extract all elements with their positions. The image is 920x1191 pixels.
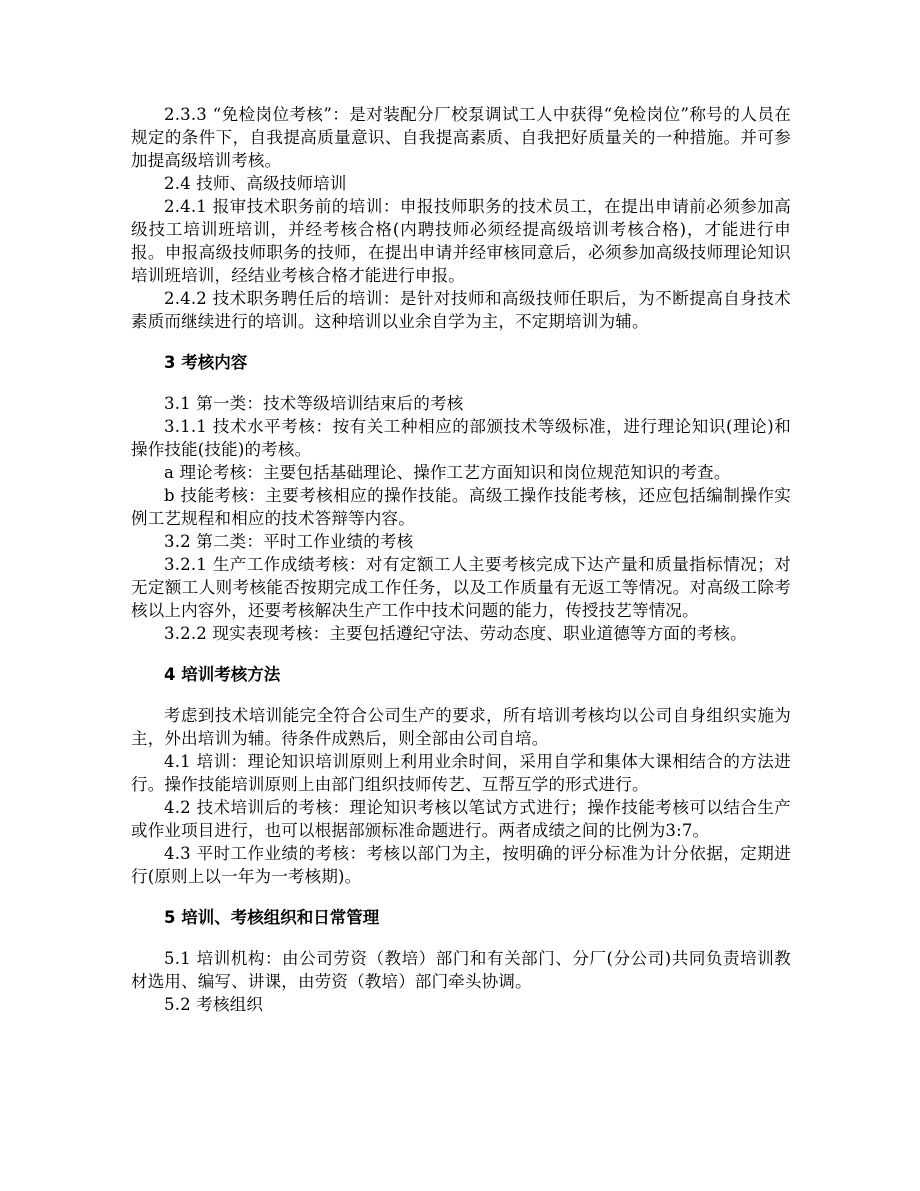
heading-section-3: 3 考核内容 xyxy=(164,353,248,372)
paragraph-3-1-1: 3.1.1 技术水平考核：按有关工种相应的部颁技术等级标准，进行理论知识(理论)和操作技能(技能)的考核。 xyxy=(131,417,791,459)
section-gap xyxy=(131,686,791,704)
paragraph-3-2-2: 3.2.2 现实表现考核：主要包括遵纪守法、劳动态度、职业道德等方面的考核。 xyxy=(164,624,747,643)
paragraph-4-3: 4.3 平时工作业绩的考核：考核以部门为主，按明确的评分标准为计分依据，定期进行(原则上以一年为一考核期)。 xyxy=(131,844,791,886)
paragraph-5-2: 5.2 考核组织 xyxy=(164,995,264,1014)
paragraph-2-4: 2.4 技师、高级技师培训 xyxy=(164,174,347,193)
section-gap xyxy=(131,645,791,663)
document-page xyxy=(131,103,791,1016)
paragraph-2-4-2: 2.4.2 技术职务聘任后的培训：是针对技师和高级技师任职后，为不断提高自身技术素质而继续进行的培训。这种培训以业余自学为主，不定期培训为辅。 xyxy=(131,289,791,331)
paragraph-3-2: 3.2 第二类：平时工作业绩的考核 xyxy=(164,532,414,551)
section-gap xyxy=(131,929,791,947)
paragraph-3-1: 3.1 第一类：技术等级培训结束后的考核 xyxy=(164,394,464,413)
paragraph-3-2-1: 3.2.1 生产工作成绩考核：对有定额工人主要考核完成下达产量和质量指标情况；对无定额工人则考核能否按期完成工作任务，以及工作质量有无返工等情况。对高级工除考核以上内容外，还要考核解决生产工作中技术问题的能力，传授技艺等情况。 xyxy=(131,555,791,620)
paragraph-b: b 技能考核：主要考核相应的操作技能。高级工操作技能考核，还应包括编制操作实例工艺规程和相应的技术答辩等内容。 xyxy=(131,486,791,528)
section-gap xyxy=(131,888,791,906)
paragraph-2-3-3: 2.3.3 “免检岗位考核”：是对装配分厂校泵调试工人中获得“免检岗位”称号的人员在规定的条件下，自我提高质量意识、自我提高素质、自我把好质量关的一种措施。并可参加提高级培训考核。 xyxy=(131,105,791,170)
paragraph-5-1: 5.1 培训机构：由公司劳资（教培）部门和有关部门、分厂(分公司)共同负责培训教材选用、编写、讲课，由劳资（教培）部门牵头协调。 xyxy=(131,949,791,991)
section-gap xyxy=(131,333,791,351)
paragraph-4-intro: 考虑到技术培训能完全符合公司生产的要求，所有培训考核均以公司自身组织实施为主，外出培训为辅。待条件成熟后，则全部由公司自培。 xyxy=(131,706,791,748)
heading-section-5: 5 培训、考核组织和日常管理 xyxy=(164,908,380,927)
paragraph-4-1: 4.1 培训：理论知识培训原则上利用业余时间，采用自学和集体大课相结合的方法进行。操作技能培训原则上由部门组织技师传艺、互帮互学的形式进行。 xyxy=(131,752,791,794)
section-gap xyxy=(131,374,791,392)
paragraph-2-4-1: 2.4.1 报审技术职务前的培训：申报技师职务的技术员工，在提出申请前必须参加高级技工培训班培训，并经考核合格(内聘技师必须经提高级培训考核合格)，才能进行申报。申报高级技师职务的技师，在提出申请并经审核同意后，必须参加高级技师理论知识培训班培训，经结业考核合格才能进行申报。 xyxy=(131,197,791,285)
paragraph-a: a 理论考核：主要包括基础理论、操作工艺方面知识和岗位规范知识的考查。 xyxy=(164,463,731,482)
heading-section-4: 4 培训考核方法 xyxy=(164,665,281,684)
paragraph-4-2: 4.2 技术培训后的考核：理论知识考核以笔试方式进行；操作技能考核可以结合生产或作业项目进行，也可以根据部颁标准命题进行。两者成绩之间的比例为3:7。 xyxy=(131,798,791,840)
